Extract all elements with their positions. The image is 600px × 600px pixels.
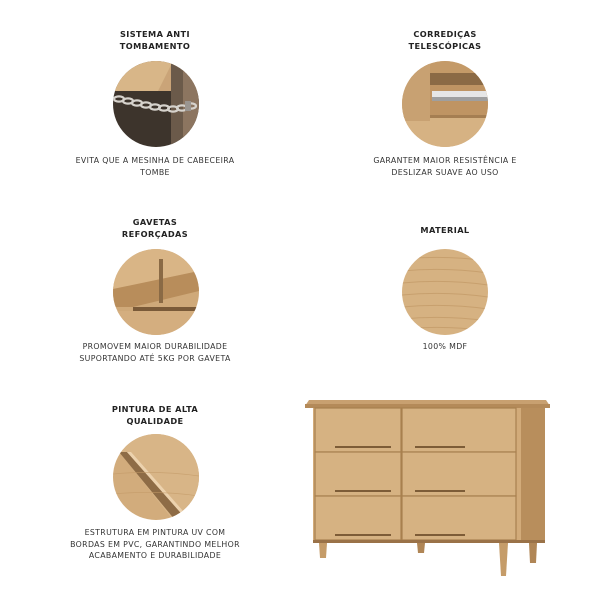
- feature-description: [55, 341, 255, 364]
- desc-line: EVITA QUE A MESINHA DE CABECEIRA: [75, 156, 235, 165]
- feature-title: [345, 28, 545, 52]
- feature-material: [345, 224, 545, 236]
- desc-line: GARANTEM MAIOR RESISTÊNCIA E: [373, 156, 517, 165]
- desc-line: SUPORTANDO ATÉ 5KG POR GAVETA: [79, 353, 231, 363]
- title-line: REFORÇADAS: [121, 229, 189, 239]
- drawer-slide-photo: [402, 61, 488, 147]
- feature-title: [55, 403, 255, 427]
- feature-title: [345, 224, 545, 236]
- title-line: TOMBAMENTO: [119, 41, 191, 51]
- reinforced-drawer-photo: [113, 249, 199, 335]
- title-line: PINTURA DE ALTA: [111, 404, 199, 414]
- feature-anti-tip-desc: [55, 155, 255, 178]
- feature-slides-desc: [345, 155, 545, 178]
- feature-paint: [55, 403, 255, 427]
- feature-anti-tip: [55, 28, 255, 52]
- desc-line: PROMOVEM MAIOR DURABILIDADE: [82, 342, 228, 351]
- feature-title: [55, 216, 255, 240]
- title-line: QUALIDADE: [126, 416, 184, 426]
- feature-title: [55, 28, 255, 52]
- feature-material-desc: [345, 341, 545, 353]
- feature-description: [345, 341, 545, 353]
- desc-line: ESTRUTURA EM PINTURA UV COM: [84, 528, 226, 537]
- desc-line: BORDAS EM PVC, GARANTINDO MELHOR: [70, 539, 240, 549]
- feature-drawers: [55, 216, 255, 240]
- anti-tip-chain-photo: [113, 61, 199, 147]
- feature-slides: [345, 28, 545, 52]
- title-line: MATERIAL: [420, 225, 470, 235]
- wood-texture-photo: [402, 249, 488, 335]
- desc-line: TOMBE: [140, 167, 170, 177]
- feature-drawers-desc: [55, 341, 255, 364]
- uv-paint-edge-photo: [113, 434, 199, 520]
- title-line: GAVETAS: [132, 217, 178, 227]
- title-line: TELESCÓPICAS: [408, 41, 482, 51]
- desc-line: 100% MDF: [422, 342, 468, 351]
- desc-line: DESLIZAR SUAVE AO USO: [391, 167, 499, 177]
- desc-line: ACABAMENTO E DURABILIDADE: [88, 551, 222, 560]
- feature-paint-desc: [55, 527, 255, 562]
- feature-description: [345, 155, 545, 178]
- title-line: SISTEMA ANTI: [120, 29, 190, 39]
- title-line: CORREDIÇAS: [413, 29, 477, 39]
- feature-description: [55, 527, 255, 562]
- dresser-product-image: [305, 398, 550, 583]
- feature-description: [55, 155, 255, 178]
